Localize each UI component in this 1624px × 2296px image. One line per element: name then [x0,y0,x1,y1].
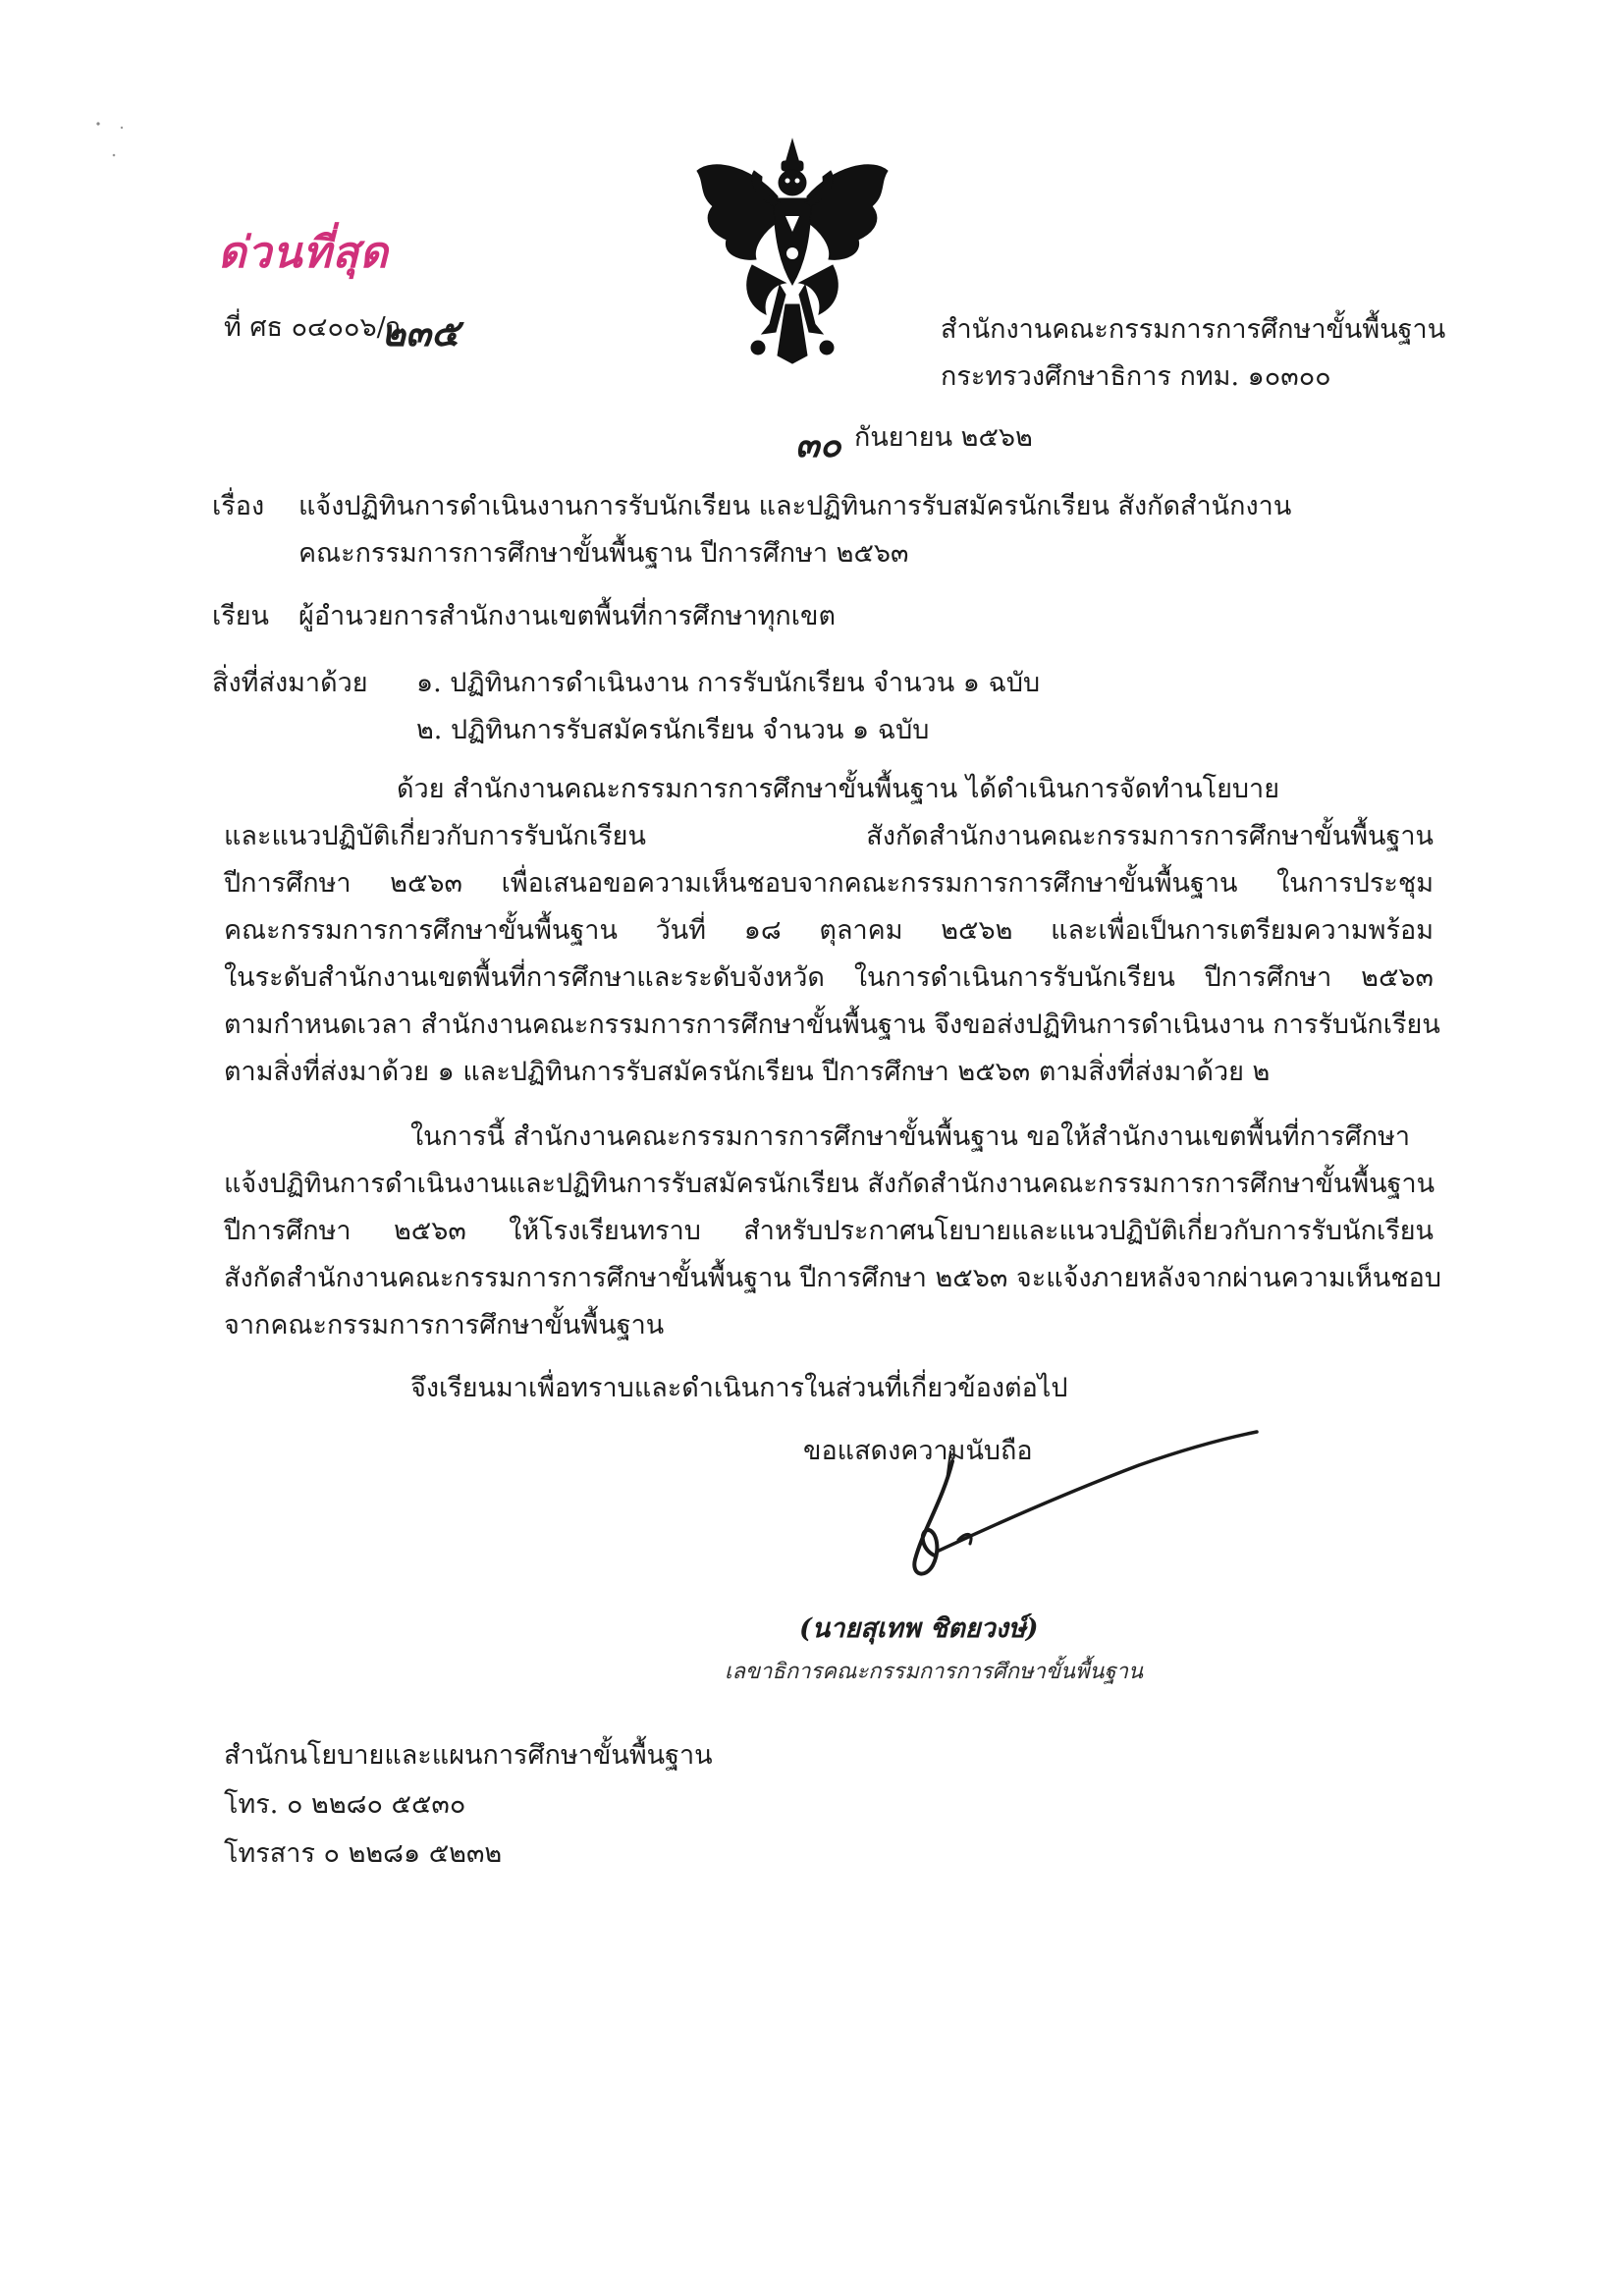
enclosure-item-1: ๑. ปฏิทินการดำเนินงาน การรับนักเรียน จำนวน ๑ ฉบับ [416,668,1041,698]
paragraph-1-line-3: ปีการศึกษา ๒๕๖๓ เพื่อเสนอขอความเห็นชอบจากคณะกรรมการการศึกษาขั้นพื้นฐาน ในการประชุม [224,868,1434,899]
document-number-prefix: ที่ ศธ ๐๔๐๐๖/ว [224,312,401,343]
enclosure-item-2: ๒. ปฏิทินการรับสมัครนักเรียน จำนวน ๑ ฉบับ [416,715,930,745]
date-day-handwritten: ๓๐ [795,424,841,465]
sender-address: กระทรวงศึกษาธิการ กทม. ๑๐๓๐๐ [941,361,1331,392]
paragraph-1-line-1: ด้วย สำนักงานคณะกรรมการการศึกษาขั้นพื้นฐาน ได้ดำเนินการจัดทำนโยบาย [397,774,1280,804]
date-month-year: กันยายน ๒๕๖๒ [854,422,1033,453]
enclosures-label: สิ่งที่ส่งมาด้วย [212,668,368,698]
paragraph-1-line-2: และแนวปฏิบัติเกี่ยวกับการรับนักเรียน สังกัดสำนักงานคณะกรรมการการศึกษาขั้นพื้นฐาน [224,821,1434,851]
subject-label: เรื่อง [212,491,265,521]
paragraph-1-line-6: ตามกำหนดเวลา สำนักงานคณะกรรมการการศึกษาขั้นพื้นฐาน จึงขอส่งปฏิทินการดำเนินงาน การรับนักเรียน [224,1010,1440,1040]
scan-speck [79,116,157,175]
handwritten-signature [864,1422,1276,1618]
contact-phone: โทร. ๐ ๒๒๘๐ ๕๕๓๐ [224,1789,466,1820]
signer-name: (นายสุเทพ ชิตยวงษ์) [799,1613,1039,1644]
contact-unit: สำนักนโยบายและแผนการศึกษาขั้นพื้นฐาน [224,1740,713,1771]
paragraph-1-line-4: คณะกรรมการการศึกษาขั้นพื้นฐาน วันที่ ๑๘ ตุลาคม ๒๕๖๒ และเพื่อเป็นการเตรียมความพร้อม [224,915,1434,946]
urgency-stamp: ด่วนที่สุด [218,228,389,278]
paragraph-2-line-2: แจ้งปฏิทินการดำเนินงานและปฏิทินการรับสมัครนักเรียน สังกัดสำนักงานคณะกรรมการการศึกษาขั้นพื้นฐาน [224,1169,1435,1199]
recipient-label: เรียน [212,601,270,631]
garuda-emblem [683,137,901,365]
subject-line-2: คณะกรรมการการศึกษาขั้นพื้นฐาน ปีการศึกษา ๒๕๖๓ [298,538,909,569]
paragraph-1-line-5: ในระดับสำนักงานเขตพื้นที่การศึกษาและระดับจังหวัด ในการดำเนินการรับนักเรียน ปีการศึกษา ๒๕๖๓ [224,962,1434,993]
contact-fax: โทรสาร ๐ ๒๒๘๑ ๕๒๓๒ [224,1838,503,1869]
sender-office: สำนักงานคณะกรรมการการศึกษาขั้นพื้นฐาน [941,314,1446,345]
salutation: ขอแสดงความนับถือ [803,1436,1033,1466]
paragraph-2-line-1: ในการนี้ สำนักงานคณะกรรมการการศึกษาขั้นพื้นฐาน ขอให้สำนักงานเขตพื้นที่การศึกษา [410,1121,1411,1152]
signer-position: เลขาธิการคณะกรรมการการศึกษาขั้นพื้นฐาน [725,1660,1143,1684]
recipient-text: ผู้อำนวยการสำนักงานเขตพื้นที่การศึกษาทุกเขต [298,601,836,631]
closing-sentence: จึงเรียนมาเพื่อทราบและดำเนินการในส่วนที่เกี่ยวข้องต่อไป [410,1373,1068,1403]
paragraph-1-line-7: ตามสิ่งที่ส่งมาด้วย ๑ และปฏิทินการรับสมัครนักเรียน ปีการศึกษา ๒๕๖๓ ตามสิ่งที่ส่งมาด้วย ๒ [224,1057,1271,1087]
paragraph-2-line-4: สังกัดสำนักงานคณะกรรมการการศึกษาขั้นพื้นฐาน ปีการศึกษา ๒๕๖๓ จะแจ้งภายหลังจากผ่านความเห็นชอบ [224,1263,1442,1293]
paragraph-2-line-5: จากคณะกรรมการการศึกษาขั้นพื้นฐาน [224,1310,665,1340]
subject-line-1: แจ้งปฏิทินการดำเนินงานการรับนักเรียน และปฏิทินการรับสมัครนักเรียน สังกัดสำนักงาน [298,491,1292,521]
document-number-handwritten: ๒๓๕ [381,310,460,355]
paragraph-2-line-3: ปีการศึกษา ๒๕๖๓ ให้โรงเรียนทราบ สำหรับประกาศนโยบายและแนวปฏิบัติเกี่ยวกับการรับนักเรียน [224,1216,1434,1246]
